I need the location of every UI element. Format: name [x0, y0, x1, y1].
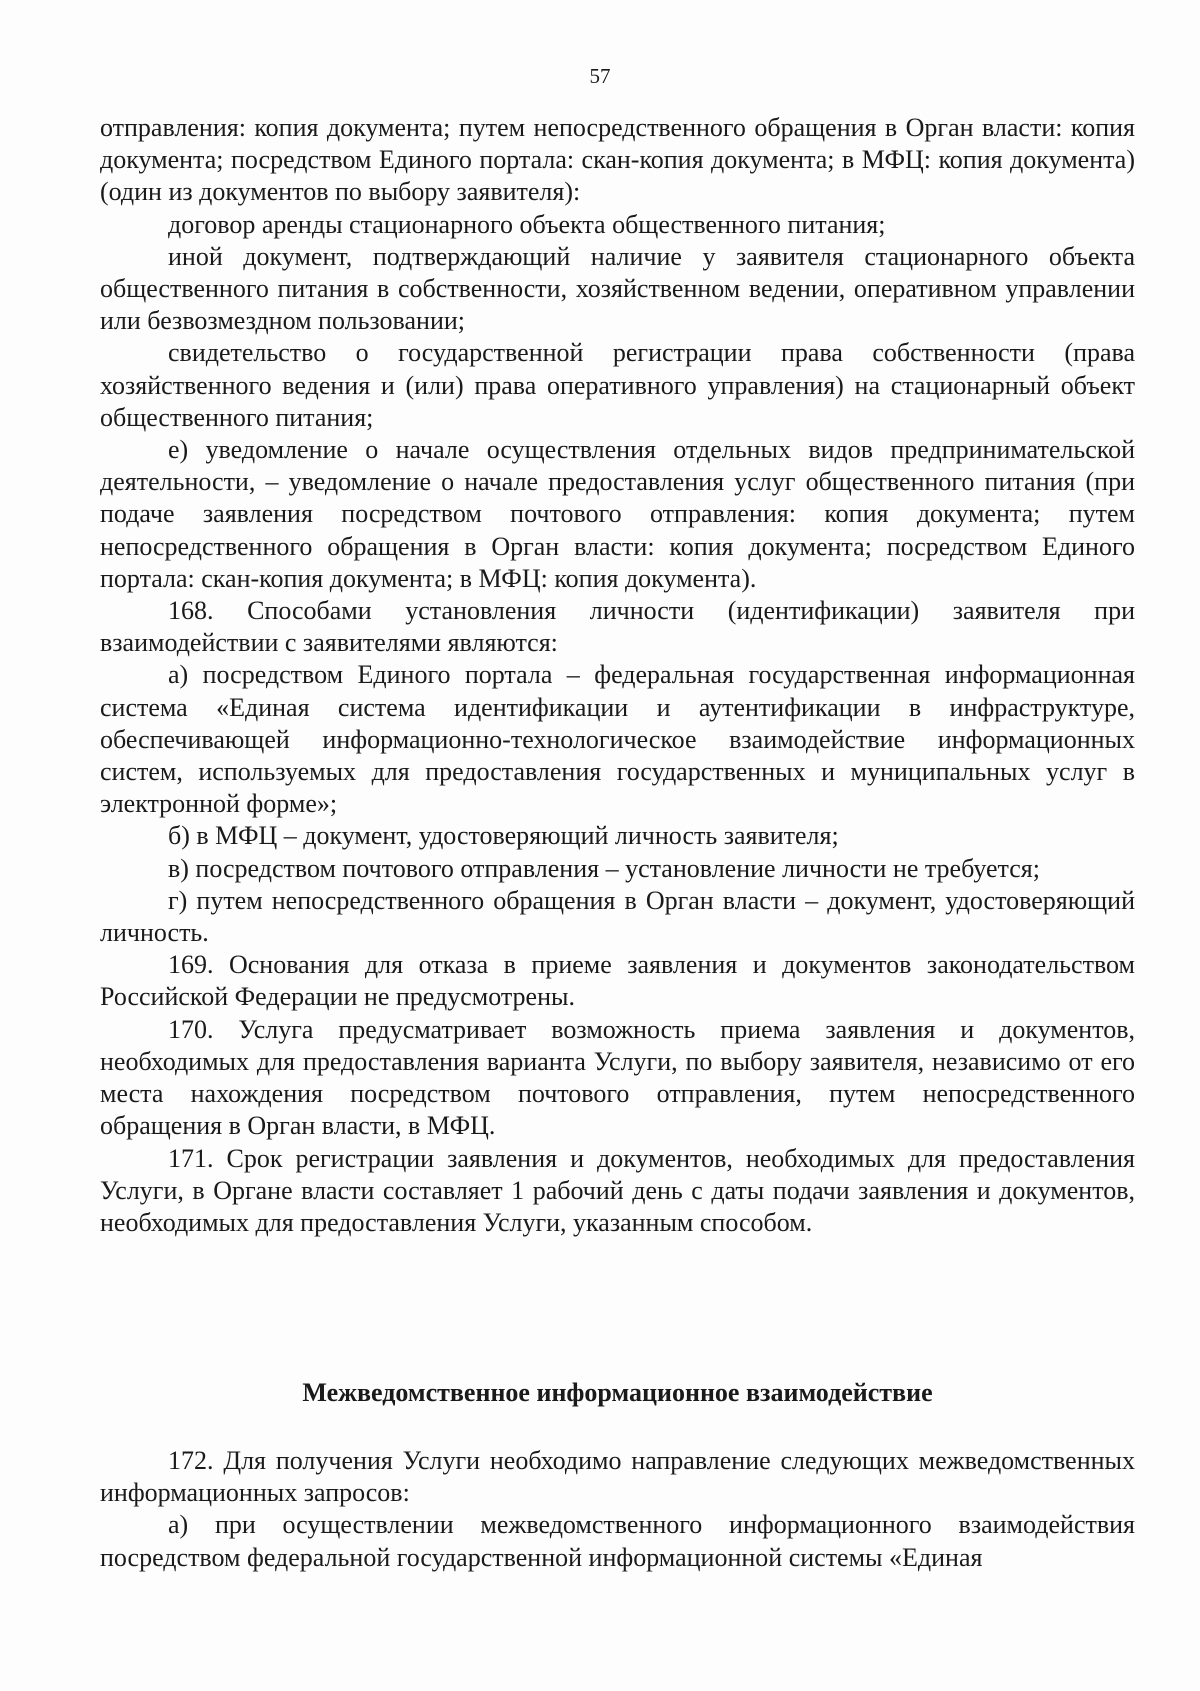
paragraph: иной документ, подтверждающий наличие у заявителя стационарного объекта общественного питания в собственности, хозяйственном ведении, оперативном управлении или безвозмездном пользовании;: [100, 241, 1135, 336]
section-heading: Межведомственное информационное взаимодействие: [302, 1378, 933, 1407]
page-number: 57: [589, 64, 611, 88]
paragraph: а) посредством Единого портала – федеральная государственная информационная система «Единая система идентификации и аутентификации в инфраструктуре, обеспечивающей информационно-технологическое взаимодействие информационных систем, используемых для предоставления государственных и муниципальных услуг в электронной форме»;: [100, 660, 1135, 819]
paragraph: 170. Услуга предусматривает возможность приема заявления и документов, необходимых для предоставления варианта Услуги, по выбору заявителя, независимо от его места нахождения посредством почтового отправления, путем непосредственного обращения в Орган власти, в МФЦ.: [100, 1014, 1135, 1141]
paragraph: е) уведомление о начале осуществления отдельных видов предпринимательской деятельности, – уведомление о начале предоставления услуг общественного питания (при подаче заявления посредством почтового отправления: копия документа; путем непосредственного обращения в Орган власти: копия документа; посредством Единого портала: скан-копия документа; в МФЦ: копия документа).: [100, 435, 1135, 593]
paragraph: 168. Способами установления личности (идентификации) заявителя при взаимодействии с заявителями являются:: [100, 596, 1135, 658]
paragraph: договор аренды стационарного объекта общественного питания;: [168, 209, 886, 239]
document-body: [100, 112, 1135, 1239]
paragraph: свидетельство о государственной регистрации права собственности (права хозяйственного ведения и (или) права оперативного управления) на стационарный объект общественного питания;: [100, 338, 1135, 432]
paragraph: 169. Основания для отказа в приеме заявления и документов законодательством Российской Федерации не предусмотрены.: [100, 950, 1135, 1012]
paragraph: в) посредством почтового отправления – установление личности не требуется;: [168, 853, 1040, 883]
document-body-continued: [100, 1445, 1135, 1574]
paragraph: 172. Для получения Услуги необходимо направление следующих межведомственных информационных запросов:: [100, 1446, 1135, 1508]
paragraph: б) в МФЦ – документ, удостоверяющий личность заявителя;: [168, 821, 839, 851]
paragraph: г) путем непосредственного обращения в Орган власти – документ, удостоверяющий личность.: [100, 885, 1135, 948]
paragraph: а) при осуществлении межведомственного информационного взаимодействия посредством федеральной государственной информационной системы «Единая: [100, 1510, 1135, 1572]
paragraph: отправления: копия документа; путем непосредственного обращения в Орган власти: копия документа; посредством Единого портала: скан-копия документа; в МФЦ: копия документа) (один из документов по выбору заявителя):: [100, 113, 1135, 207]
paragraph: 171. Срок регистрации заявления и документов, необходимых для предоставления Услуги, в Органе власти составляет 1 рабочий день с даты подачи заявления и документов, необходимых для предоставления Услуги, указанным способом.: [100, 1143, 1135, 1237]
